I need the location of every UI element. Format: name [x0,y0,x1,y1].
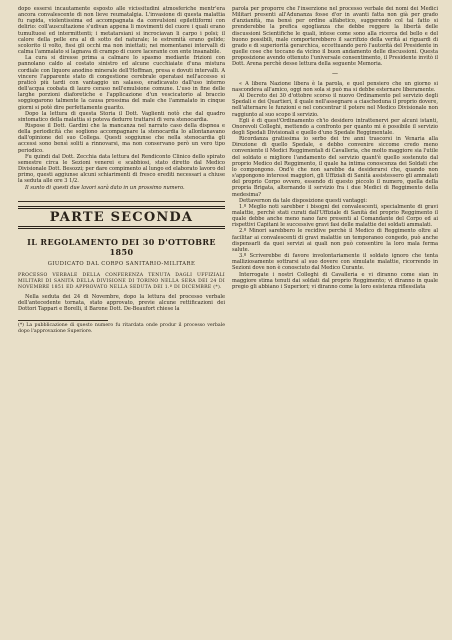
article-subtitle: GIUDICATO DAL CORPO SANITARIO-MILITARE [47,260,196,267]
paragraph: Rispose il Dott. Gardini che la mancanza nel narrato caso della dispnea e della periodicità che sogliono accompagnare la stenocardia lo allontanavano dall'opinione del suo Collega. Questi soggiunse che nella stenocardia gli accessi sono bensì soliti a rinnovarsi, ma non conservano però un vero tipo periodico. [18,122,225,154]
paragraph: Nella seduta dei 24 di Novembre, dopo la lettura del processo verbale dell'antecedente tornata, stato approvato, previe alcune rettificazioni dei Dottori Tappari e Borelli, il Barone Dott. De-Beaufort chiese la [18,293,225,313]
paragraph: dopo essersi incautamente esposto alle vicissitudini atmosferiche mentr'era ancora convalescente di non lieve reumatalgia. L'invasione di questa malattia fu rapida, violentissima ed accompagnata da convulsioni epilettiformi con delirio: coll'auscultazione s'udivan appena li movimenti del cuore i quali erano tumultuosi ed intermittenti; i metatarsiani si incrociavan li carpo i polsi; il calore della pelle era al di sotto del naturale; le estremità erano gelide; scolorito il volto, fissi gli occhi ma non iniettati; nei momentanei intervalli di calma l'ammalato si lagnava di crampo di cuore lacerante con ente insanabile. [18,6,225,56]
divider [18,201,225,202]
paragraph: 3.º Scriverebbe di favore involontariamente il soldato ignoro che tenta malliziosamente sottrarsi al suo dovere con simulate malattie, ricorrendo in Sezioni dove non è conosciuto dal Medico Curante. [232,253,438,272]
footnote-divider [18,320,108,321]
paragraph: Dettavernon da tale disposizione questi vantaggi: [239,197,368,204]
paragraph: 1.º Meglio noti sarebber i bisogni dei convalescenti, specialmente di gravi malattie, perchè stati curati dall'Uffiziale di Sanità del proprio Reggimento il quale debbe anche meno nano fare presenti al Comandante del Corpo ed ai rispettivi Capitani le successive gravi fasi delle malattie dei soldati ammalati. [232,203,438,229]
italic-note: Il sunto di questi due lavori sarà dato in un prossimo numero. [25,184,185,191]
paragraph: 2.º Minori sarebbero le recidive perchè il Medico di Reggimento oltre al facilitar ai convalescenti di gravi malattie un temporaneo congedo, può anche dispensarli da quei servizi ai quali non può consentire la loro mala ferma salute. [232,228,438,253]
section-header-box [18,206,225,229]
paragraph: Egli è di quest'Ordinamento ch'io desidero intrattenervi per alcuni istanti, Onorevoli Colleghi, mettendo a confronto per quanto mi è possibile il servizio degli Spedali Divisionali e quello d'uno Spedale Reggimentale. [232,117,438,136]
separator-dash: — [332,69,338,77]
paragraph: Ricordanza gratissima io serbo dei tre anni trascorsi in Venaria alla Direzione di quello Spedale, e debbo convenire siccome credo meno conveniente il Medici Reggimentali di Cavalleria, che molto maggiore sia l'utile del soldato e migliore l'andamento del servizio quant'è quello sostenuto dal proprio Medico del Reggimento, il quale ha intima conoscenza dei Soldati che lo compongono. Ond'è che non sarebbe da desiderarsi che, quando non s'appongono interessi maggiori, gli Uffiziali di Sanità assistessero gli ammalati del proprio Corpo ovvero, essendo di questo piccolo il numero, quella della propria Brigata, alternando il servizio fra i due Medici di Reggimento della medesima? [232,136,438,198]
right-column [232,6,438,636]
proceedings-heading: PROCESSO VERBALE DELLA CONFERENZA TENUTA DAGLI UFFIZIALI MILITARI DI SANITÀ DELLA DIVISIONE DI TORINO NELLA SERA DEI 24 DI NOVEMBRE 1851 ED APPROVATO NELLA SEDUTA DEI 1.º DI DICEMBRE (*). [18,272,225,290]
paragraph: Fu quindi dal Dott. Zecchia data lettura del Rendiconto Clinico dello spirato semestre circa le Sezioni venerei e scabbiosi, stato diretto dal Medico Divisionale Dott. Besozzi; per dare compimento al lungo ed elaborato lavoro del primo, questi aggiunse alcuni schiarimenti di fresco erediti necessari a chiuse la seduta alle ore 3 1/2. [18,153,225,185]
section-title: PARTE SECONDA [49,209,194,225]
footnote: (*) La pubblicazione di questo numero fu ritardata onde produr il processo verbale dopo l'approvazione Superiore. [18,323,225,335]
paragraph: La cura si diresse prima a calmare lo spasmo mediante frizioni con pannolano caldo al costato sinistro ed alcune cucchiaiate d'una mistura cordiale con liquore anodino minerale dell'Hoffman, presa e dovuti intervalli. A vincere l'apparente stato di congestione cerebrale operatasi nell'accesso si praticò più tardi con vantaggio un salasso, eradicavato dall'uso interno dell'acqua coobata di lauro ceraso nell'emulsione comune. L'uso in fine delle larghe porzioni diaforetiche e l'applicazione d'un vescicatorio al braccio soggiogarono talmente la causa prossima del male che l'ammalato in cinque giorni si potè dire perfettamente guarito. [18,55,225,111]
article-title: IL REGOLAMENTO DEI 30 D'OTTOBRE 1850 [27,236,216,257]
paragraph: Interrogate i nostri Colleghi di Cavalleria e vi diranno come sian in maggiore stima tenuti dai soldati dal proprio Reggimento; vi diranno in quale pregio gli abbiano i Superiori; vi diranno come la loro esistenza riflessilata [232,271,438,290]
left-column [18,6,225,636]
paragraph: parola per proporre che l'inserzione nel processo verbale dei nomi dei Medici Militari presenti all'Adunanza fosse d'or in avanti fatta non già per grado d'anzianità, ma bensì per ordine alfabetico, suggerendo col tal fatto si prenderebbe la prefica egoglianza che debbe reggere la libertà delle discussioni Scientifiche le quali, intese come sono alla ricerca del bello e del buono possibili, male comporterebbero il sacrifizio della verità ai riguardi di grado e di superiorità gerarchica, eccettuando però l'autorità del Presidente in quelle cose che toccano da vicino il buon andamento delle discussioni. Questa proposizione avendo ottenuto l'universale consentimento, il Presidente invitò il Dott. Arena perchè desse lettura della seguente Memoria. [232,6,438,68]
paragraph: Dopo la lettura di questa Storia il Dott. Vaglienti notò che dal quadro sintomatico della malattia si poteva dedurre trattarsi di vera stenocardia. [18,110,225,123]
paragraph: Al Decreto dei 30 d'ottobre scorso il nuovo Ordinamento pel servizio degli Spedali e dei Quartieri, il quale nell'assegnare a ciascheduna il proprio dovere, nell'alternare le funzioni e nel concentrar il potere nel Medico Divisionale non raggiunto al suo scopo il servizio. [232,93,438,118]
paragraph: « A libera Nazione libera è la parola, e quel pensiero che un giorno si nascondeva all'amico, oggi non sola si può ma si debbe esternare liberamente. [232,80,438,93]
